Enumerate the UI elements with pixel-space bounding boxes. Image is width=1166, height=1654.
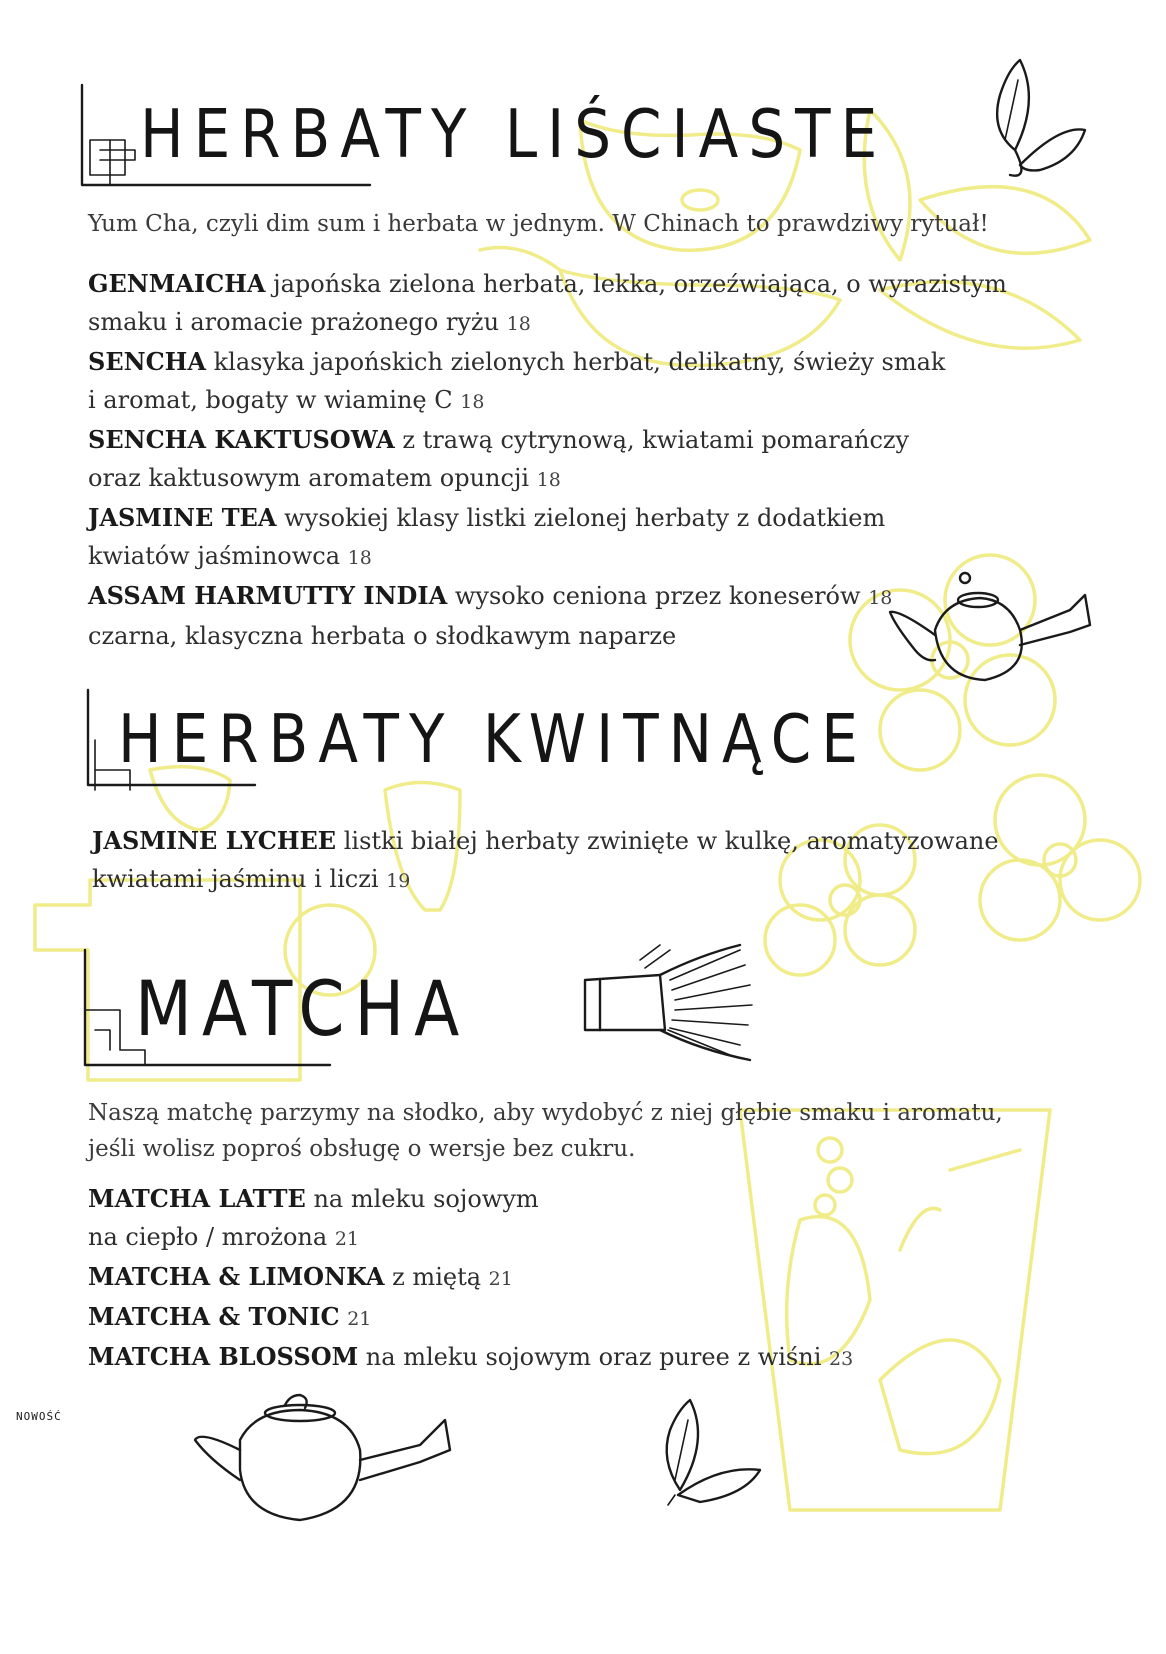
matcha-whisk-icon xyxy=(585,945,752,1060)
item-name: JASMINE TEA xyxy=(88,503,277,532)
item-price: 18 xyxy=(506,313,531,335)
menu-list-blooming-teas xyxy=(92,822,1092,900)
menu-list-leaf-teas xyxy=(88,265,1088,655)
section-intro-matcha xyxy=(88,1095,1138,1167)
menu-item xyxy=(88,265,1088,343)
menu-item xyxy=(88,1258,1088,1298)
item-price: 18 xyxy=(460,391,485,413)
section-intro-leaf-teas: Yum Cha, czyli dim sum i herbata w jednym. W Chinach to prawdziwy rytuał! xyxy=(88,211,989,237)
item-description: wysoko ceniona przez koneserów xyxy=(447,582,861,610)
intro-line: Naszą matchę parzymy na słodko, aby wydobyć z niej głębie smaku i aromatu, xyxy=(88,1100,1003,1126)
item-description: klasyka japońskich zielonych herbat, delikatny, świeży smak xyxy=(205,348,946,376)
menu-item xyxy=(88,1298,1088,1338)
item-description-cont: oraz kaktusowym aromatem opuncji xyxy=(88,464,530,492)
menu-item xyxy=(88,499,1088,577)
item-price: 18 xyxy=(347,547,372,569)
item-description-cont: i aromat, bogaty w wiaminę C xyxy=(88,386,453,414)
item-price: 23 xyxy=(829,1348,854,1370)
item-description-cont: czarna, klasyczna herbata o słodkawym naparze xyxy=(88,622,677,650)
item-description: wysokiej klasy listki zielonej herbaty z dodatkiem xyxy=(276,504,886,532)
item-description: japońska zielona herbata, lekka, orzeźwiająca, o wyrazistym xyxy=(265,270,1007,298)
item-name: SENCHA KAKTUSOWA xyxy=(88,425,395,454)
section-title-leaf-teas: HERBATY LIŚCIASTE xyxy=(140,95,888,174)
new-badge: NOWOŚĆ xyxy=(16,1410,62,1423)
item-description-cont: smaku i aromacie prażonego ryżu xyxy=(88,308,500,336)
item-description: z miętą xyxy=(384,1263,482,1291)
menu-item xyxy=(88,421,1088,499)
item-description: na mleku sojowym oraz puree z wiśni xyxy=(358,1343,822,1371)
menu-item xyxy=(92,822,1092,900)
item-price: 18 xyxy=(868,587,893,609)
item-name: GENMAICHA xyxy=(88,269,266,298)
item-price: 18 xyxy=(536,469,561,491)
item-description: na mleku sojowym xyxy=(305,1185,539,1213)
section-title-blooming-teas: HERBATY KWITNĄCE xyxy=(118,700,868,779)
tea-leaf-icon-bottom xyxy=(667,1400,760,1505)
item-name: SENCHA xyxy=(88,347,206,376)
item-name: ASSAM HARMUTTY INDIA xyxy=(88,581,448,610)
menu-list-matcha xyxy=(88,1180,1088,1378)
item-price: 21 xyxy=(347,1308,372,1330)
menu-item xyxy=(88,343,1088,421)
item-price: 21 xyxy=(334,1228,360,1250)
item-name: MATCHA & TONIC xyxy=(88,1302,340,1331)
menu-item xyxy=(88,1180,1088,1258)
item-description: z trawą cytrynową, kwiatami pomarańczy xyxy=(394,426,910,454)
item-name: JASMINE LYCHEE xyxy=(92,826,337,855)
section-title-matcha: MATCHA xyxy=(135,965,470,1054)
item-description-cont: kwiatów jaśminowca xyxy=(88,542,341,570)
item-name: MATCHA LATTE xyxy=(88,1184,306,1213)
menu-item xyxy=(88,577,1088,655)
intro-line: jeśli wolisz poproś obsługę o wersje bez cukru. xyxy=(88,1136,636,1162)
item-name: MATCHA & LIMONKA xyxy=(88,1262,385,1291)
teapot-icon-bottom xyxy=(195,1395,450,1520)
item-price: 19 xyxy=(386,870,411,892)
item-description-cont: kwiatami jaśminu i liczi xyxy=(92,865,379,893)
tea-leaf-icon xyxy=(997,60,1085,176)
item-description-cont: na ciepło / mrożona xyxy=(88,1223,328,1251)
menu-item xyxy=(88,1338,1088,1378)
item-price: 21 xyxy=(488,1268,513,1290)
item-description: listki białej herbaty zwinięte w kulkę, aromatyzowane xyxy=(336,827,999,855)
item-name: MATCHA BLOSSOM xyxy=(88,1342,359,1371)
